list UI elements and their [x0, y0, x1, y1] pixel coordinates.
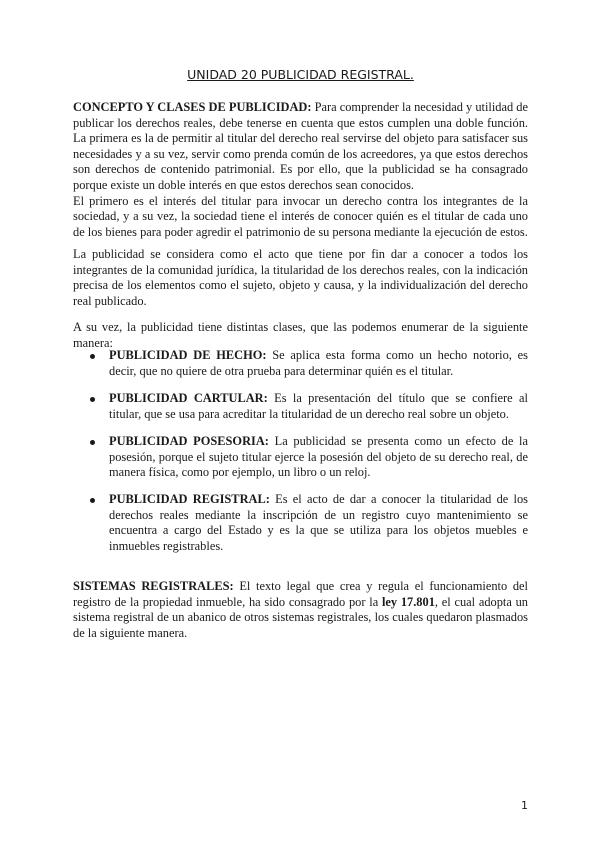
- list-item-text: [109, 348, 528, 379]
- registry-systems-heading: SISTEMAS REGISTRALES:: [73, 579, 234, 593]
- page-number: 1: [521, 799, 528, 812]
- registry-systems-text: El texto legal que crea y regula el funcionamiento del registro de la propiedad inmueble, ha sido consagrado por la: [73, 579, 528, 609]
- bullet-icon: [90, 354, 95, 359]
- list-item-heading: PUBLICIDAD REGISTRAL:: [109, 492, 270, 506]
- classes-intro-paragraph: A su vez, la publicidad tiene distintas clases, que las podemos enumerar de la siguiente manera:: [73, 320, 528, 350]
- bullet-icon: [90, 498, 95, 503]
- concept-paragraph: [73, 100, 528, 240]
- concept-heading: CONCEPTO Y CLASES DE PUBLICIDAD:: [73, 100, 312, 114]
- registry-systems-paragraph: [73, 579, 528, 641]
- registry-systems-text-end: , el cual adopta un sistema registral de un abanico de otros sistemas registrales, los cuales quedaron plasmados de la siguiente manera.: [73, 594, 528, 640]
- list-item-body: Se aplica esta forma como un hecho notorio, es decir, que no quiere de otra prueba para determinar quién es el titular.: [109, 348, 528, 378]
- list-item-text: [109, 434, 528, 481]
- list-item-heading: PUBLICIDAD DE HECHO:: [109, 348, 267, 362]
- document-title: UNIDAD 20 PUBLICIDAD REGISTRAL.: [187, 67, 414, 82]
- law-reference: ley 17.801: [381, 594, 435, 609]
- list-item-text: [109, 391, 528, 422]
- list-item-text: [109, 492, 528, 554]
- list-item-heading: PUBLICIDAD CARTULAR:: [109, 391, 268, 405]
- list-item-heading: PUBLICIDAD POSESORIA:: [109, 434, 269, 448]
- concept-text-continued: El primero es el interés del titular para invocar un derecho contra los integrantes de la sociedad, y a su vez, la sociedad tiene el interés de conocer quién es el titular de cada uno de los bienes para poder agredir el patrimonio de su persona mediante la ejecución de estos.: [73, 193, 528, 239]
- list-item-body: Es el acto de dar a conocer la titularidad de los derechos reales mediante la inscripción de un registro cuyo mantenimiento se encuentra a cargo del Estado y es la que se utiliza para los objetos muebles e inmuebles registrables.: [109, 492, 528, 553]
- bullet-icon: [90, 440, 95, 445]
- list-item-body: Es la presentación del título que se confiere al titular, que se usa para acreditar la titularidad de un derecho real sobre un objeto.: [109, 391, 528, 421]
- definition-paragraph: La publicidad se considera como el acto que tiene por fin dar a conocer a todos los integrantes de la comunidad jurídica, la titularidad de los derechos reales, con la indicación precisa de los elementos como el sujeto, objeto y causa, y la individualización del derecho real publicado.: [73, 247, 528, 308]
- concept-text: Para comprender la necesidad y utilidad de publicar los derechos reales, debe tenerse en cuenta que estos cumplen una doble función. La primera es la de permitir al titular del derecho real servirse del objeto para satisfacer sus necesidades y a su vez, servir como prenda común de los acreedores, ya que estos derechos son derechos de contenido patrimonial. Es por ello, que la publicidad se ha consagrado porque existe un doble interés en que estos derechos sean conocidos.: [73, 100, 528, 192]
- list-item-body: La publicidad se presenta como un efecto de la posesión, porque el sujeto titular ejerce la posesión del objeto de su derecho real, de manera física, como por ejemplo, un libro o un reloj.: [109, 434, 528, 480]
- bullet-icon: [90, 397, 95, 402]
